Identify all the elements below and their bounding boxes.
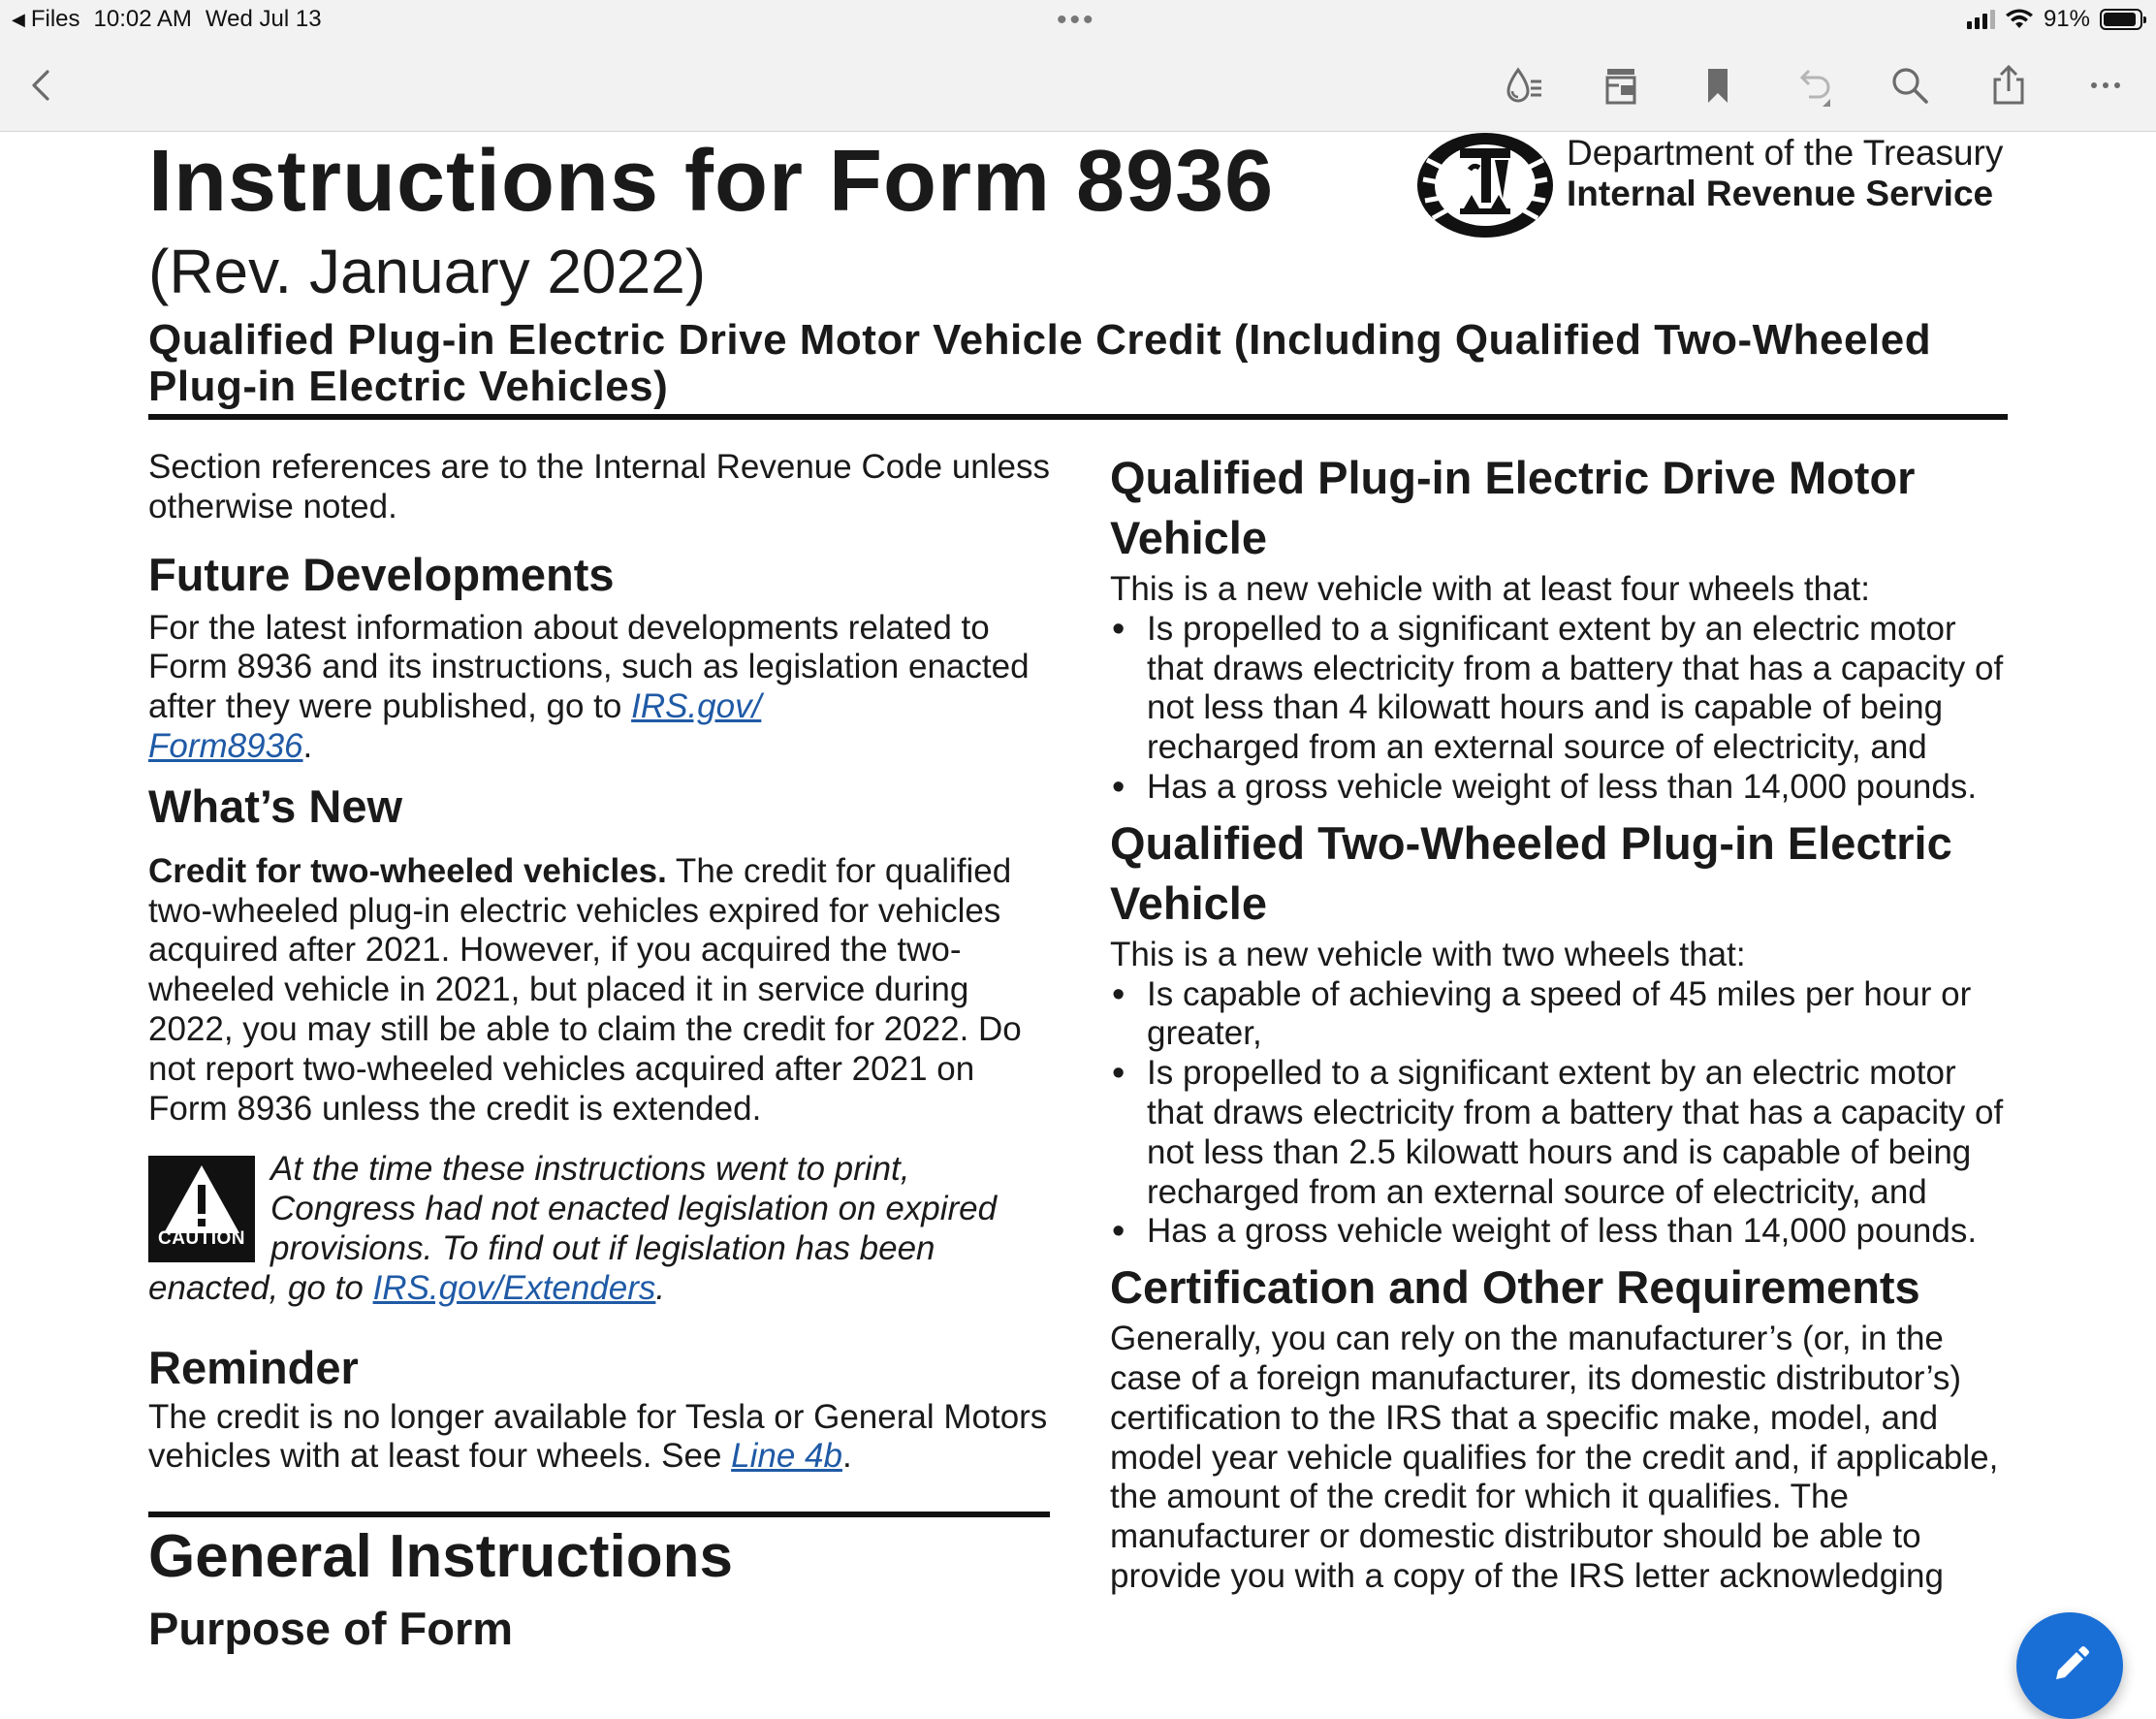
pencil-icon — [2046, 1642, 2093, 1689]
whats-new-text: Credit for two-wheeled vehicles. The credit for qualified two-wheeled plug-in electric vehicles expired for vehicles acquired after 2021. However, if you acquired the two-wheeled vehicle in 2021, but placed it in service during 2022, you may still be able to claim the credit for 2022. Do not report two-wheeled vehicles acquired after 2021 on Form 8936 unless the credit is extended. — [148, 851, 1022, 1128]
back-chevron-icon[interactable] — [16, 58, 70, 112]
battery-fill — [2104, 13, 2136, 26]
two-wheel-intro: This is a new vehicle with two wheels that: — [1110, 935, 1746, 973]
certification-text: Generally, you can rely on the manufacturer’s (or, in the case of a foreign manufacturer, its domestic distributor’s) certification to the IRS that a specific make, model, and model year vehicle qualifies for the credit and, if applicable, the amount of the credit for which it qualifies. The manufacturer or domestic distributor should be able to provide you with a copy of the IRS letter acknowledging — [1110, 1320, 1999, 1595]
four-wheel-intro: This is a new vehicle with at least four wheels that: — [1110, 570, 1870, 608]
reminder-heading: Reminder — [148, 1341, 359, 1393]
document-revision: (Rev. January 2022) — [148, 237, 707, 306]
header-rule — [148, 414, 2008, 420]
document-subtitle: Qualified Plug-in Electric Drive Motor Vehicle Credit (Including Qualified Two-Wheeled Plug-in Electric Vehicles) — [148, 316, 1932, 410]
certification-heading: Certification and Other Requirements — [1110, 1261, 1920, 1314]
four-wheel-bullet: • Is propelled to a significant extent by an electric motor that draws electricity from a battery that has a capacity of not less than 4 kilowatt hours and is capable of being recharged from an external source of electricity, and — [1110, 610, 2021, 768]
multitasking-dots-icon[interactable]: ••• — [1057, 4, 1096, 36]
general-instructions-heading: General Instructions — [148, 1523, 733, 1591]
intro-text: Section references are to the Internal Revenue Code unless otherwise noted. — [148, 448, 1051, 525]
wifi-icon — [2005, 9, 2034, 30]
ink-adjust-icon[interactable] — [1497, 58, 1551, 112]
future-developments-heading: Future Developments — [148, 548, 615, 600]
annotate-button[interactable] — [2016, 1612, 2123, 1719]
agency-block — [1567, 133, 2003, 214]
bookmark-icon[interactable] — [1691, 58, 1745, 112]
status-date: Wed Jul 13 — [205, 6, 322, 32]
more-icon[interactable] — [2078, 58, 2133, 112]
share-icon[interactable] — [1982, 58, 2036, 112]
two-wheel-vehicle-heading: Qualified Two-Wheeled Plug-in Electric Vehicle — [1110, 816, 1952, 929]
whats-new-lead: Credit for two-wheeled vehicles. — [148, 851, 667, 890]
status-time: 10:02 AM — [93, 6, 192, 32]
section-rule — [148, 1512, 1050, 1517]
two-wheel-bullet: • Is capable of achieving a speed of 45 miles per hour or greater, — [1110, 975, 2021, 1055]
right-column — [1110, 448, 2021, 1597]
status-bar — [0, 0, 2156, 39]
left-column — [148, 448, 1050, 1659]
purpose-of-form-heading: Purpose of Form — [148, 1603, 514, 1655]
four-wheel-vehicle-heading: Qualified Plug-in Electric Drive Motor Vehicle — [1110, 452, 1916, 563]
line-4b-link[interactable]: Line 4b — [731, 1437, 842, 1476]
back-to-app-label[interactable]: Files — [30, 6, 80, 32]
document-toolbar — [0, 39, 2156, 132]
irs-form8936-link[interactable]: IRS.gov/ — [631, 687, 762, 726]
irs-extenders-link[interactable]: IRS.gov/Extenders — [372, 1268, 656, 1307]
search-icon[interactable] — [1883, 58, 1937, 112]
two-wheel-bullet: • Is propelled to a significant extent by an electric motor that draws electricity from a battery that has a capacity of not less than 2.5 kilowatt hours and is capable of being recharged from an external source of electricity, and — [1110, 1054, 2021, 1212]
document-title: Instructions for Form 8936 — [148, 133, 1275, 230]
back-to-app-icon[interactable]: ◀ — [12, 9, 25, 29]
department-name: Department of the Treasury — [1567, 133, 2004, 173]
pdf-page[interactable] — [0, 133, 2156, 1655]
reminder-text: The credit is no longer available for Tesla or General Motors vehicles with at least four wheels. See Line 4b. — [148, 1397, 1048, 1476]
four-wheel-bullet: • Has a gross vehicle weight of less than 14,000 pounds. — [1110, 768, 2021, 808]
whats-new-heading: What’s New — [148, 780, 403, 832]
undo-icon[interactable] — [1786, 58, 1840, 112]
page-layout-icon[interactable] — [1594, 58, 1648, 112]
caution-label: CAUTION — [157, 1227, 246, 1249]
two-wheel-bullet: • Has a gross vehicle weight of less than 14,000 pounds. — [1110, 1212, 2021, 1252]
future-developments-text: For the latest information about developments related to Form 8936 and its instructions, such as legislation enacted after they were published, go to IRS.gov/ Form8936. — [148, 608, 1030, 765]
caution-icon — [148, 1156, 255, 1262]
caution-text: At the time these instructions went to print, Congress had not enacted legislation on expired provisions. To find out if legislation has been enacted, go to IRS.gov/Extenders. — [148, 1150, 998, 1307]
irs-form8936-link-cont[interactable]: Form8936 — [148, 726, 303, 765]
service-name: Internal Revenue Service — [1567, 174, 1994, 213]
battery-percent: 91% — [2043, 6, 2090, 32]
cellular-signal-icon — [1967, 10, 1995, 29]
caution-block — [148, 1150, 1050, 1308]
battery-icon — [2100, 9, 2142, 30]
irs-eagle-logo-icon — [1413, 131, 1557, 239]
